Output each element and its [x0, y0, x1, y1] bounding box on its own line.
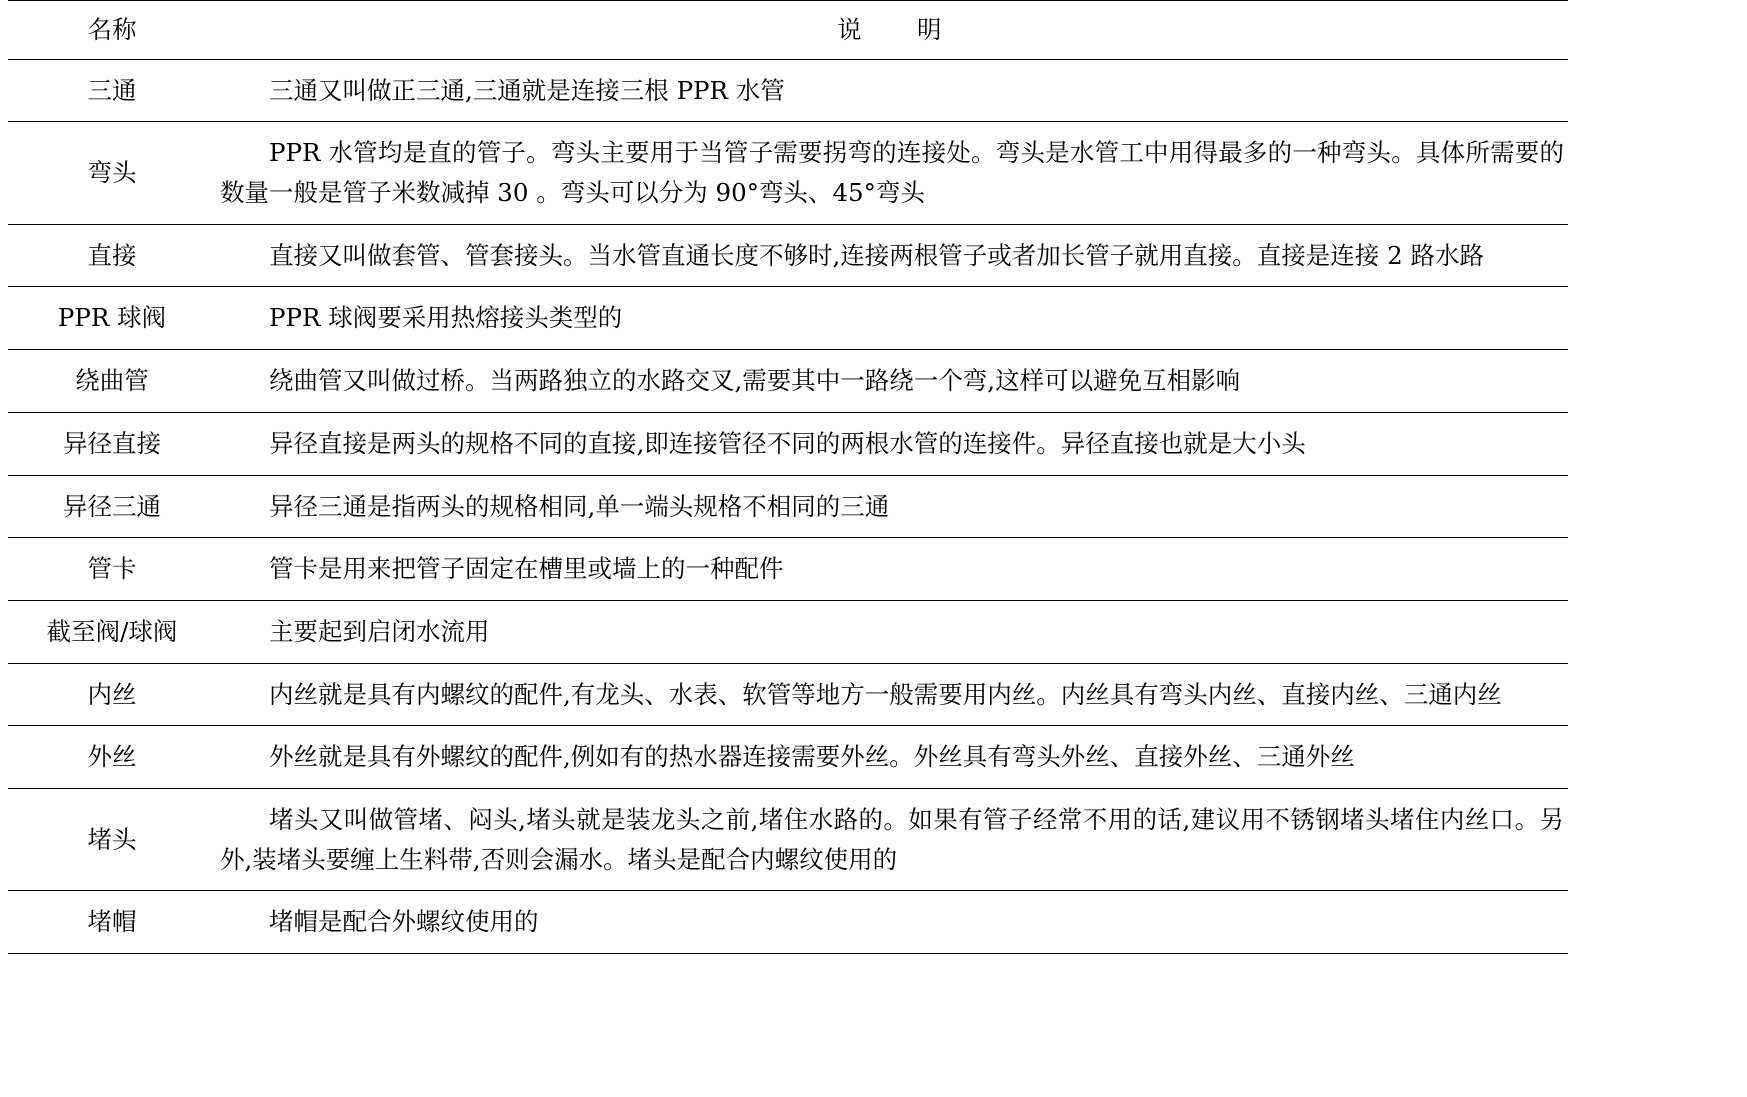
table-row [8, 891, 1568, 954]
row-name: 管卡 [8, 538, 216, 601]
row-description: 内丝就是具有内螺纹的配件,有龙头、水表、软管等地方一般需要用内丝。内丝具有弯头内丝、直接内丝、三通内丝 [216, 663, 1568, 726]
table-row [8, 726, 1568, 789]
column-header-description [216, 1, 1568, 60]
table-row [8, 663, 1568, 726]
table-row [8, 122, 1568, 224]
row-name: 绕曲管 [8, 350, 216, 413]
row-name: 弯头 [8, 122, 216, 224]
pipe-fittings-table [8, 0, 1568, 954]
row-description: 绕曲管又叫做过桥。当两路独立的水路交叉,需要其中一路绕一个弯,这样可以避免互相影响 [216, 350, 1568, 413]
row-description: 管卡是用来把管子固定在槽里或墙上的一种配件 [216, 538, 1568, 601]
row-name: 堵头 [8, 788, 216, 890]
column-header-name: 名称 [8, 1, 216, 60]
row-description: 异径三通是指两头的规格相同,单一端头规格不相同的三通 [216, 475, 1568, 538]
row-description: 主要起到启闭水流用 [216, 600, 1568, 663]
table-row [8, 287, 1568, 350]
table-row [8, 475, 1568, 538]
table-row [8, 224, 1568, 287]
row-description: 堵帽是配合外螺纹使用的 [216, 891, 1568, 954]
row-name: 堵帽 [8, 891, 216, 954]
table-body [8, 1, 1568, 954]
row-name: 异径三通 [8, 475, 216, 538]
row-name: 三通 [8, 59, 216, 122]
column-header-description-part1: 说 [837, 15, 864, 44]
table-row [8, 600, 1568, 663]
row-name: 外丝 [8, 726, 216, 789]
table-row [8, 59, 1568, 122]
row-description: 堵头又叫做管堵、闷头,堵头就是装龙头之前,堵住水路的。如果有管子经常不用的话,建议用不锈钢堵头堵住内丝口。另外,装堵头要缠上生料带,否则会漏水。堵头是配合内螺纹使用的 [216, 788, 1568, 890]
row-description: PPR 水管均是直的管子。弯头主要用于当管子需要拐弯的连接处。弯头是水管工中用得最多的一种弯头。具体所需要的数量一般是管子米数减掉 30 。弯头可以分为 90°弯头、45°弯头 [216, 122, 1568, 224]
table-row [8, 412, 1568, 475]
row-description: 外丝就是具有外螺纹的配件,例如有的热水器连接需要外丝。外丝具有弯头外丝、直接外丝、三通外丝 [216, 726, 1568, 789]
table-row [8, 350, 1568, 413]
column-header-description-part2: 明 [916, 15, 943, 44]
table-row [8, 788, 1568, 890]
table-header-row [8, 1, 1568, 60]
row-name: PPR 球阀 [8, 287, 216, 350]
row-name: 内丝 [8, 663, 216, 726]
row-name: 截至阀/球阀 [8, 600, 216, 663]
row-description: 直接又叫做套管、管套接头。当水管直通长度不够时,连接两根管子或者加长管子就用直接。直接是连接 2 路水路 [216, 224, 1568, 287]
table-row [8, 538, 1568, 601]
row-name: 直接 [8, 224, 216, 287]
row-description: PPR 球阀要采用热熔接头类型的 [216, 287, 1568, 350]
row-description: 三通又叫做正三通,三通就是连接三根 PPR 水管 [216, 59, 1568, 122]
row-description: 异径直接是两头的规格不同的直接,即连接管径不同的两根水管的连接件。异径直接也就是大小头 [216, 412, 1568, 475]
row-name: 异径直接 [8, 412, 216, 475]
